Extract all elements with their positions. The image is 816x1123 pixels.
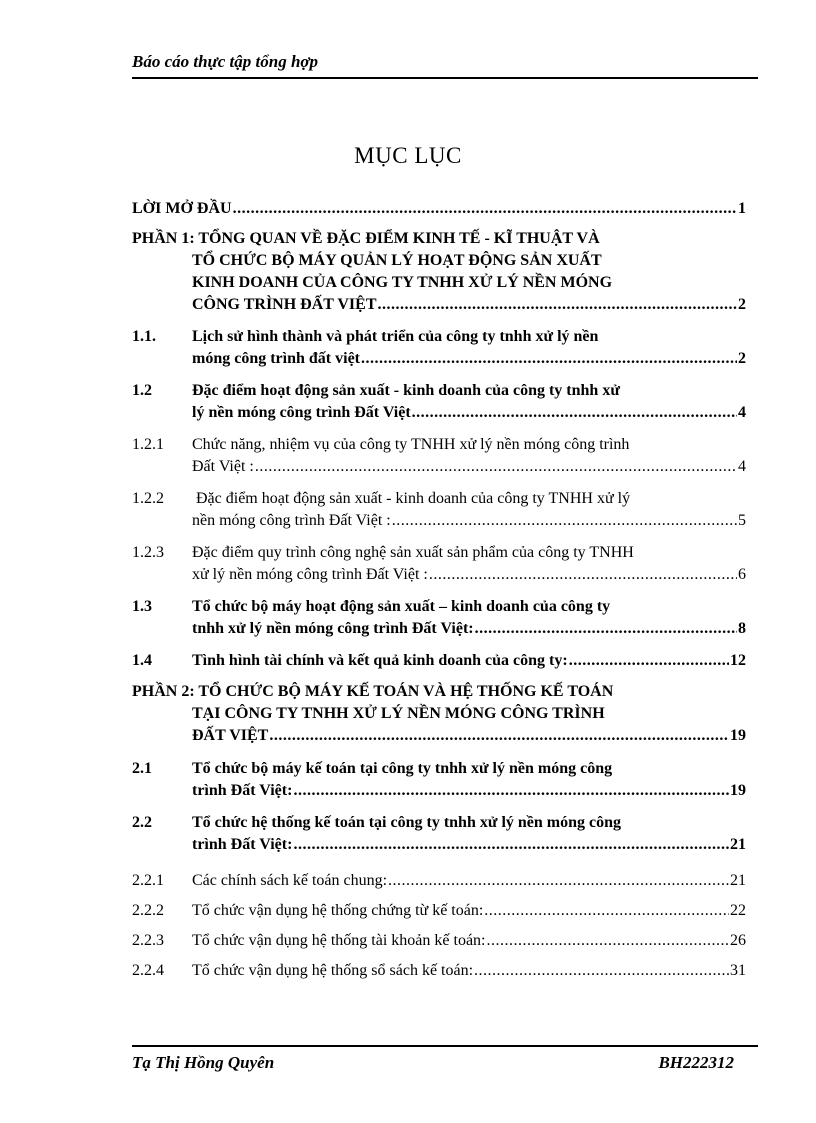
leader-dots [255,456,737,478]
leader-dots [388,870,729,892]
toc-section-number: 2.2.4 [132,962,164,979]
toc-entry-line: Tổ chức vận dụng hệ thống tài khoản kế toán: [192,932,486,949]
toc-entry-line: Chức năng, nhiệm vụ của công ty TNHH xử lý nền móng công trình [192,436,630,453]
toc-entry-line: ĐẤT VIỆT [192,727,269,744]
toc-section-number: 1.4 [132,652,152,669]
toc-section-number: 1.2.1 [132,436,164,453]
toc-section-number: 1.1. [132,328,156,345]
toc-entry-line: TỔ CHỨC BỘ MÁY QUẢN LÝ HOẠT ĐỘNG SẢN XUẤT [192,252,602,269]
header-rule [132,77,758,79]
header-title: Báo cáo thực tập tổng hợp [132,52,319,71]
toc-page-number: 21 [730,872,746,889]
toc-entry-line: xử lý nền móng công trình Đất Việt : [192,566,428,583]
toc-entry-line: Tình hình tài chính và kết quả kinh doanh của công ty: [192,652,568,669]
leader-dots [475,618,737,640]
leader-dots [484,900,729,922]
toc-entry-line: Tổ chức bộ máy kế toán tại công ty tnhh xử lý nền móng công [192,760,613,777]
leader-dots [233,198,737,220]
toc-page-number: 31 [730,962,746,979]
toc-page-number: 2 [738,296,746,313]
toc-page-number: 19 [730,782,746,799]
toc-title: MỤC LỤC [354,143,462,168]
toc-entry-line: Đặc điểm hoạt động sản xuất - kinh doanh của công ty TNHH xử lý [192,490,631,507]
toc-entry-line: trình Đất Việt: [192,836,293,853]
student-code: BH222312 [658,1053,734,1072]
toc-page-number: 4 [738,458,746,475]
leader-dots [569,650,729,672]
leader-dots [429,564,737,586]
toc-page-number: 8 [738,620,746,637]
toc-entry-line: Tổ chức vận dụng hệ thống sổ sách kế toán: [192,962,474,979]
toc-page-number: 19 [730,727,746,744]
toc-section-number: 1.2.3 [132,544,164,561]
toc-entry-line: trình Đất Việt: [192,782,293,799]
leader-dots [412,402,737,424]
author-name: Tạ Thị Hồng Quyên [132,1053,275,1072]
page-header [132,52,758,72]
toc-page-number: 22 [730,902,746,919]
toc-entry-line: Lịch sử hình thành và phát triển của công ty tnhh xử lý nền [192,328,599,345]
toc-entry-line: lý nền móng công trình Đất Việt [192,404,411,421]
toc-section-number: 2.2.2 [132,902,164,919]
leader-dots [361,348,737,370]
toc-entry-line: KINH DOANH CỦA CÔNG TY TNHH XỬ LÝ NỀN MÓNG [192,274,613,291]
toc-page-number: 4 [738,404,746,421]
toc-entry-line: móng công trình đất việt [192,350,360,367]
toc-section-number: 2.2 [132,814,152,831]
leader-dots [474,960,729,982]
toc-page-number: 12 [730,652,746,669]
leader-dots [392,510,737,532]
leader-dots [293,780,729,802]
toc-section-number: 2.2.1 [132,872,164,889]
toc-entry-line: Đặc điểm hoạt động sản xuất - kinh doanh của công ty tnhh xử [192,382,620,399]
toc-page-number: 6 [738,566,746,583]
toc-page-number: 1 [738,200,746,217]
toc-page-number: 26 [730,932,746,949]
leader-dots [293,834,729,856]
toc-entry-title: LỜI MỞ ĐẦU [132,200,232,217]
toc-section-number: 1.2 [132,382,152,399]
toc-entry-line: tnhh xử lý nền móng công trình Đất Việt: [192,620,474,637]
toc-page-number: 5 [738,512,746,529]
toc-entry-line: Đặc điểm quy trình công nghệ sản xuất sản phẩm của công ty TNHH [192,544,634,561]
toc-page-number: 2 [738,350,746,367]
toc-section-number: 2.2.3 [132,932,164,949]
toc-entry-line: Tổ chức hệ thống kế toán tại công ty tnhh xử lý nền móng công [192,814,622,831]
toc-entry-line: TẠI CÔNG TY TNHH XỬ LÝ NỀN MÓNG CÔNG TRÌNH [192,705,605,722]
toc-entry-line: PHẦN 1: TỔNG QUAN VỀ ĐẶC ĐIỂM KINH TẾ - KĨ THUẬT VÀ [132,230,600,247]
toc-entry-line: nền móng công trình Đất Việt : [192,512,391,529]
footer-rule [132,1045,758,1047]
toc-entry-line: Tổ chức bộ máy hoạt động sản xuất – kinh doanh của công ty [192,598,611,615]
toc-entry-line: Đất Việt : [192,458,254,475]
toc-entry-line: PHẦN 2: TỔ CHỨC BỘ MÁY KẾ TOÁN VÀ HỆ THỐNG KẾ TOÁN [132,683,614,700]
toc-entry-line: CÔNG TRÌNH ĐẤT VIỆT [192,296,377,313]
leader-dots [269,725,729,747]
leader-dots [486,930,729,952]
toc-section-number: 1.2.2 [132,490,164,507]
leader-dots [378,294,738,316]
toc-section-number: 1.3 [132,598,152,615]
toc-entry-line: Các chính sách kế toán chung: [192,872,388,889]
toc-entry-line: Tổ chức vận dụng hệ thống chứng từ kế toán: [192,902,484,919]
toc-section-number: 2.1 [132,760,152,777]
toc-page-number: 21 [730,836,746,853]
